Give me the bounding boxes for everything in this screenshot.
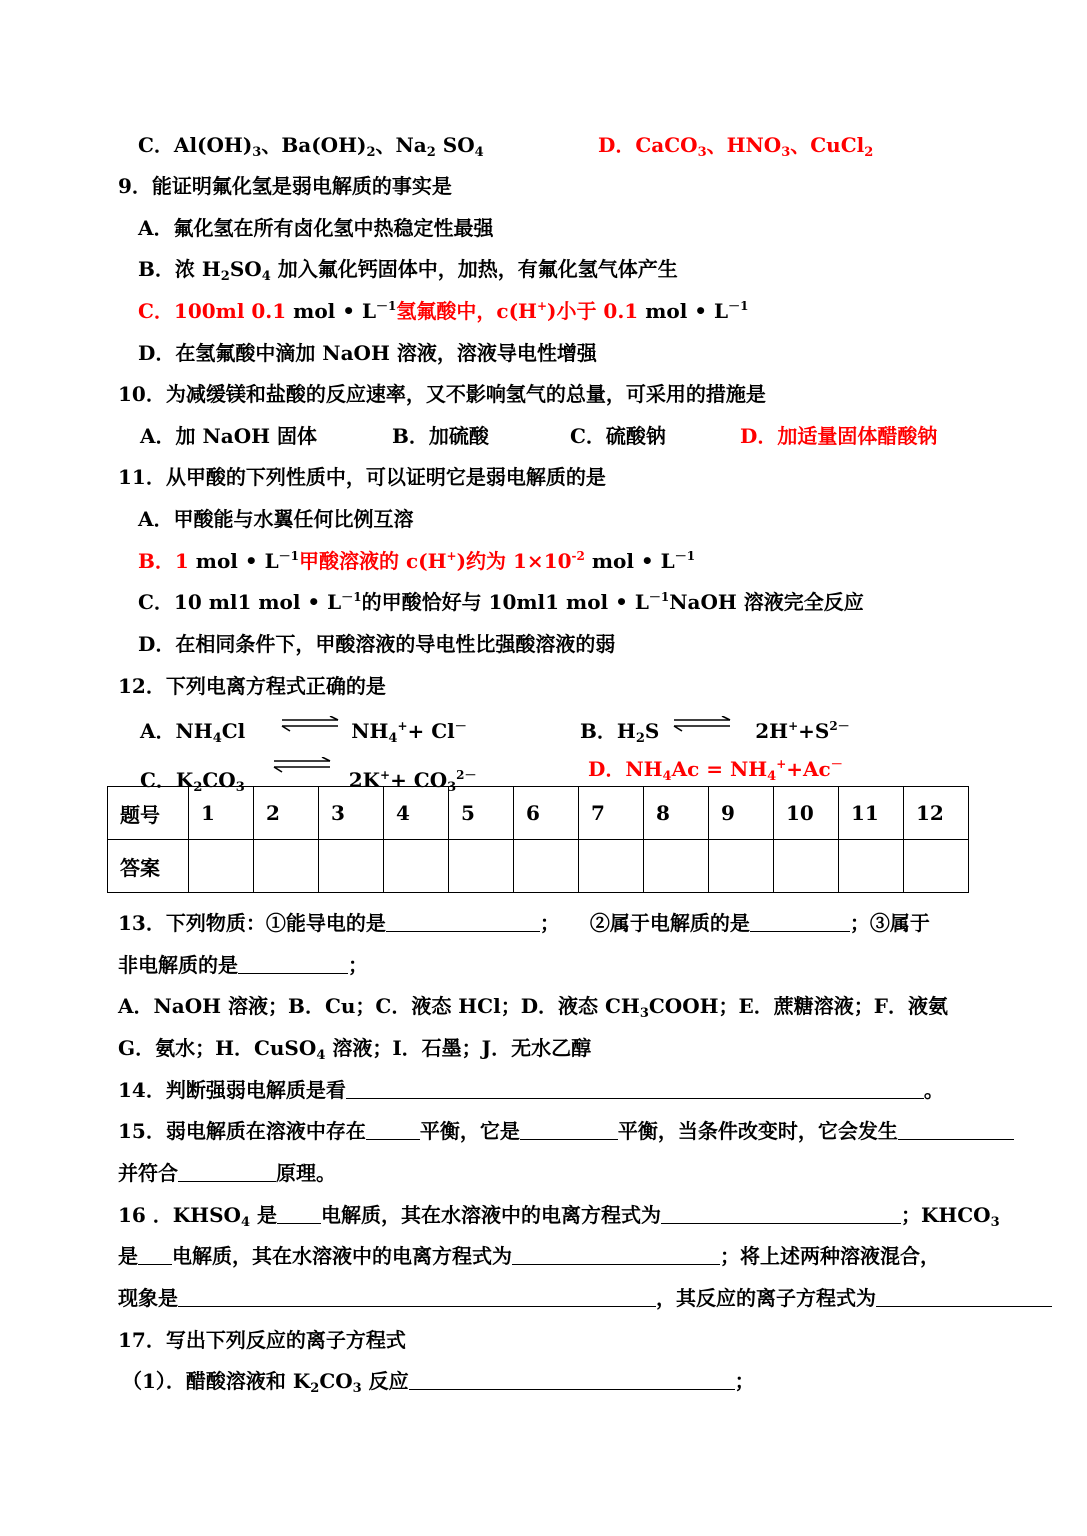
- q13-line-2: 非电解质的是 ；: [118, 953, 368, 977]
- question-number-cell: 12: [904, 787, 969, 840]
- q12-option-a: A．$NH_4Cl$ $NH_4^++ Cl^-$: [140, 716, 467, 743]
- q13-options-line-2: G．氨水；H．CuSO$_4$ 溶液；I．石墨；J．无水乙醇: [118, 1036, 592, 1063]
- q17-part-1: （1）．醋酸溶液和 $K_2CO_3$ 反应 ；: [122, 1369, 755, 1396]
- q10-option-d: D．加适量固体醋酸钠: [740, 424, 938, 448]
- q17-stem: 17．写出下列反应的离子方程式: [118, 1328, 406, 1352]
- answer-blank[interactable]: [346, 1080, 924, 1099]
- q10-option-b: B．加硫酸: [392, 424, 489, 448]
- q11-option-c: C．10 ml1 mol • $L^{-1}$的甲酸恰好与 10ml1 mol • $L^{-1}NaOH$ 溶液完全反应: [138, 590, 864, 614]
- q12-stem: 12．下列电离方程式正确的是: [118, 674, 386, 698]
- answer-blank[interactable]: [238, 955, 348, 974]
- answer-cell[interactable]: [254, 840, 319, 893]
- equilibrium-arrow-icon: [280, 716, 338, 732]
- table-header-cell: 题号: [108, 787, 189, 840]
- q9-option-c: C．100ml 0.1 mol • $L^{-1}$氢氟酸中，c(H+)小于 0.1 mol • $L^{-1}$: [138, 299, 749, 323]
- table-row: [108, 787, 969, 840]
- equilibrium-arrow-icon: [272, 757, 330, 773]
- q8-option-d: D．CaCO$_3$、$HNO_3$、CuCl$_2$: [598, 133, 874, 160]
- question-number-cell: 5: [449, 787, 514, 840]
- q9-option-a: A．氟化氢在所有卤化氢中热稳定性最强: [138, 216, 494, 240]
- answer-blank[interactable]: [386, 913, 540, 932]
- answer-blank[interactable]: [661, 1205, 901, 1224]
- answer-cell[interactable]: [319, 840, 384, 893]
- q9-option-d: D．在氢氟酸中滴加 NaOH 溶液，溶液导电性增强: [138, 341, 597, 365]
- q13-options-line-1: A．NaOH 溶液；B．Cu；C．液态 HCl；D．液态 $CH_3COOH$；E．蔗糖溶液；F．液氨: [118, 994, 948, 1021]
- q15-line-1: 15．弱电解质在溶液中存在 平衡，它是 平衡，当条件改变时，它会发生: [118, 1119, 1014, 1143]
- q14-line: 14．判断强弱电解质是看 。: [118, 1078, 944, 1102]
- answer-cell[interactable]: [189, 840, 254, 893]
- answer-cell[interactable]: [579, 840, 644, 893]
- q16-line-3: 现象是 ，其反应的离子方程式为: [118, 1286, 1052, 1310]
- answer-cell[interactable]: [644, 840, 709, 893]
- answer-blank[interactable]: [512, 1246, 720, 1265]
- question-number-cell: 11: [839, 787, 904, 840]
- q11-option-d: D．在相同条件下，甲酸溶液的导电性比强酸溶液的弱: [138, 632, 616, 656]
- q11-option-b: B．1 mol • $L^{-1}$甲酸溶液的 c(H+)约为 $1\times 10^{-2}$ mol • $L^{-1}$: [138, 549, 696, 573]
- q8-option-c: C．$Al(OH)_3$、$Ba(OH)_2$、$Na_2$ $SO_4$: [138, 133, 484, 160]
- q11-stem: 11．从甲酸的下列性质中，可以证明它是弱电解质的是: [118, 465, 606, 489]
- table-header-cell: 答案: [108, 840, 189, 893]
- answer-cell[interactable]: [449, 840, 514, 893]
- table-row: [108, 840, 969, 893]
- question-number-cell: 1: [189, 787, 254, 840]
- q16-line-2: 是 电解质，其在水溶液中的电离方程式为 ；将上述两种溶液混合，: [118, 1244, 940, 1268]
- answer-blank[interactable]: [366, 1121, 420, 1140]
- question-number-cell: 6: [514, 787, 579, 840]
- q16-line-1: 16 ．$KHSO_4$ 是 电解质，其在水溶液中的电离方程式为 ；$KHCO_3$: [118, 1203, 1000, 1230]
- answer-cell[interactable]: [904, 840, 969, 893]
- answer-cell[interactable]: [839, 840, 904, 893]
- answer-blank[interactable]: [178, 1288, 656, 1307]
- answer-blank[interactable]: [876, 1288, 1052, 1307]
- answer-blank[interactable]: [520, 1121, 618, 1140]
- answer-cell[interactable]: [514, 840, 579, 893]
- question-number-cell: 2: [254, 787, 319, 840]
- answer-cell[interactable]: [384, 840, 449, 893]
- answer-blank[interactable]: [277, 1205, 321, 1224]
- answer-cell[interactable]: [709, 840, 774, 893]
- question-number-cell: 7: [579, 787, 644, 840]
- answer-blank[interactable]: [138, 1246, 172, 1265]
- q11-option-a: A．甲酸能与水翼任何比例互溶: [138, 507, 414, 531]
- question-number-cell: 9: [709, 787, 774, 840]
- answer-blank[interactable]: [750, 913, 850, 932]
- q9-option-b: B．浓 $H_2SO_4$ 加入氟化钙固体中，加热，有氟化氢气体产生: [138, 257, 678, 284]
- q13-line-1: 13．下列物质：①能导电的是 ； ②属于电解质的是 ；③属于: [118, 911, 930, 935]
- answer-blank[interactable]: [178, 1163, 276, 1182]
- q10-stem: 10．为减缓镁和盐酸的反应速率，又不影响氢气的总量，可采用的措施是: [118, 382, 766, 406]
- q15-line-2: 并符合 原理。: [118, 1161, 336, 1185]
- answer-blank[interactable]: [409, 1371, 735, 1390]
- q9-stem: 9．能证明氟化氢是弱电解质的事实是: [118, 174, 452, 198]
- q12-option-c: C．$K_2CO_3$ $2K^++ CO_3^{2-}$: [140, 757, 477, 792]
- q12-option-b: B．$H_2S$ $2H^++S^{2-}$: [580, 716, 850, 743]
- answer-table: [107, 786, 969, 893]
- question-number-cell: 10: [774, 787, 839, 840]
- q10-option-c: C．硫酸钠: [570, 424, 666, 448]
- equilibrium-arrow-icon: [672, 716, 730, 732]
- question-number-cell: 8: [644, 787, 709, 840]
- question-number-cell: 3: [319, 787, 384, 840]
- q12-option-d: D．$NH_4Ac = NH_4^++Ac^-$: [588, 757, 843, 784]
- answer-blank[interactable]: [898, 1121, 1014, 1140]
- answer-cell[interactable]: [774, 840, 839, 893]
- q10-option-a: A．加 NaOH 固体: [140, 424, 318, 448]
- question-number-cell: 4: [384, 787, 449, 840]
